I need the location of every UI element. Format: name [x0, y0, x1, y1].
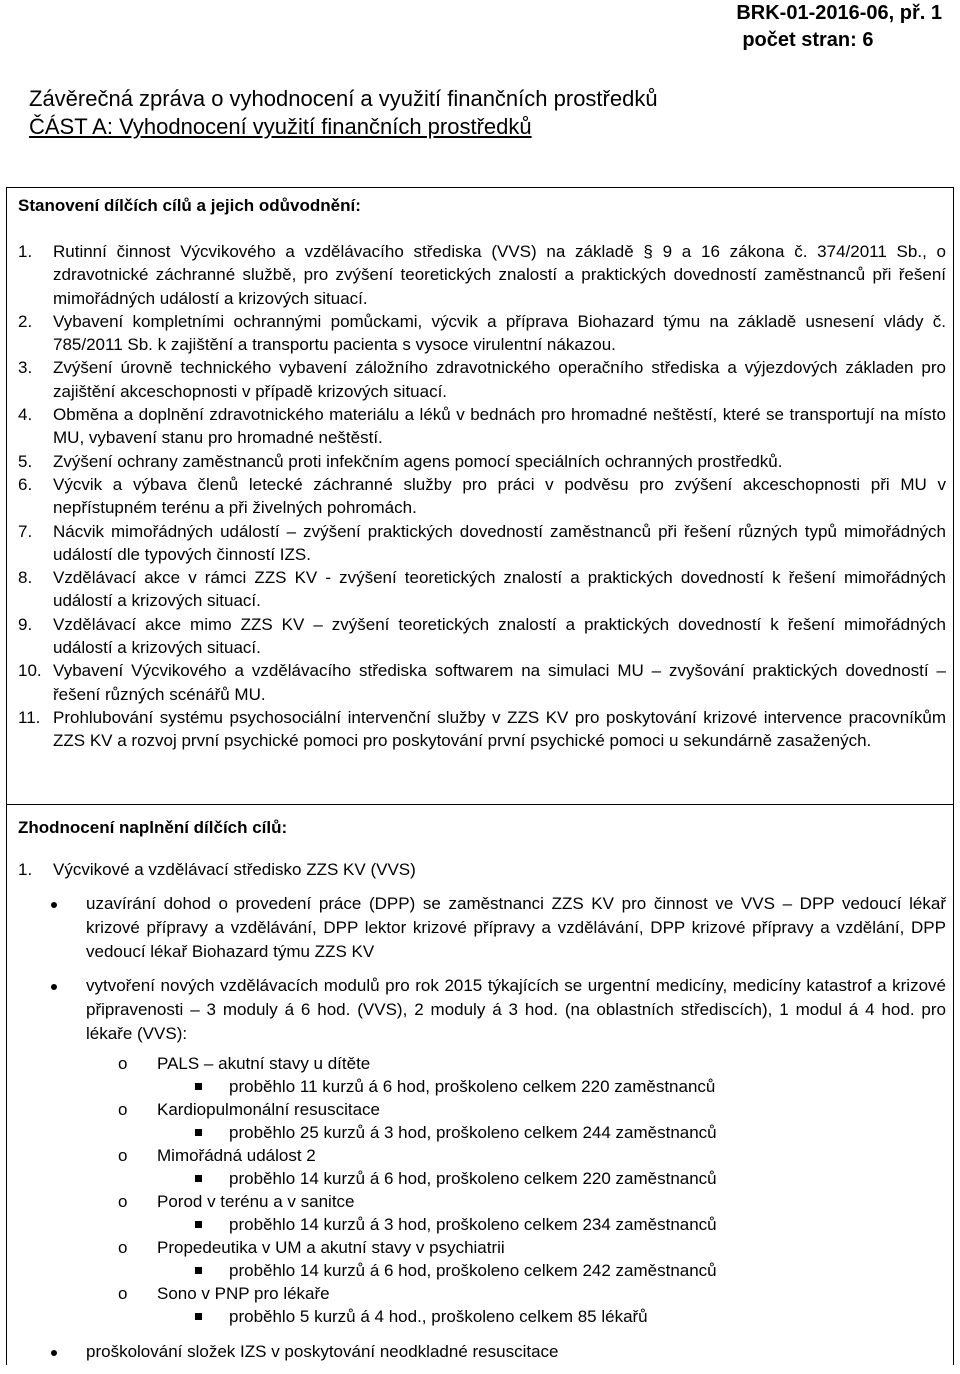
bullet-text: proškolování složek IZS v poskytování neodkladné resuscitace	[86, 1342, 559, 1361]
circle-bullet-icon: o	[118, 1192, 128, 1211]
goal-number: 10.	[18, 661, 42, 681]
course-name: Kardiopulmonální resuscitace	[157, 1100, 381, 1119]
square-bullet-icon	[192, 1075, 229, 1098]
evaluation-item	[18, 858, 946, 882]
goal-number: 9.	[18, 614, 33, 634]
page-count: počet stran: 6	[742, 29, 874, 51]
square-bullet-icon	[192, 1213, 229, 1236]
goal-number: 7.	[18, 521, 33, 541]
course-detail-text: proběhlo 25 kurzů á 3 hod, proškoleno celkem 244 zaměstnanců	[229, 1123, 717, 1142]
evaluation-number: 1.	[18, 860, 33, 879]
goal-text: Prohlubování systému psychosociální intervenční služby v ZZS KV pro poskytování krizové intervence pracovníkům ZZS KV a rozvoj první psychické pomoci pro poskytování první psychické pomoci u sekundárně zasažených.	[53, 707, 946, 751]
circle-bullet-icon: o	[118, 1054, 128, 1073]
section-divider	[6, 804, 954, 805]
bullet-item	[18, 1340, 946, 1364]
course-name: Sono v PNP pro lékaře	[157, 1284, 330, 1303]
course-name: Mimořádná událost 2	[157, 1146, 316, 1165]
goal-item	[18, 520, 946, 567]
document-reference: BRK-01-2016-06, př. 1	[736, 2, 942, 24]
course-detail	[192, 1167, 946, 1190]
goal-number: 5.	[18, 451, 33, 471]
square-bullet-icon	[192, 1305, 229, 1328]
bullet-text: uzavírání dohod o provedení práce (DPP) se zaměstnanci ZZS KV pro činnost ve VVS – DPP vedoucí lékař krizové přípravy a vzdělávání, DPP lektor krizové přípravy a vzdělávání, DPP krizové přípravy a vzdělání, DPP vedoucí lékař Biohazard týmu ZZS KV	[86, 894, 946, 961]
section-heading-evaluation: Zhodnocení naplnění dílčích cílů:	[18, 818, 288, 837]
circle-bullet-icon: o	[118, 1238, 128, 1257]
course-name: PALS – akutní stavy u dítěte	[157, 1054, 371, 1073]
course-detail-text: proběhlo 11 kurzů á 6 hod, proškoleno celkem 220 zaměstnanců	[229, 1077, 716, 1096]
evaluation-section	[18, 858, 946, 1374]
course-name: Porod v terénu a v sanitce	[157, 1192, 355, 1211]
goal-item	[18, 240, 946, 310]
goal-number: 11.	[18, 707, 41, 727]
section-heading-goals: Stanovení dílčích cílů a jejich odůvodnění:	[18, 196, 361, 215]
goal-item	[18, 310, 946, 357]
goal-text: Zvýšení ochrany zaměstnanců proti infekčním agens pomocí speciálních ochranných prostředků.	[53, 451, 783, 471]
goal-number: 1.	[18, 242, 33, 261]
goal-number: 8.	[18, 568, 33, 588]
bullet-item	[18, 892, 946, 964]
course-list	[118, 1052, 946, 1328]
circle-bullet-icon: o	[118, 1100, 128, 1119]
goal-text: Vybavení Výcvikového a vzdělávacího střediska softwarem na simulaci MU – zvyšování praktických dovedností – řešení různých scénářů MU.	[53, 661, 946, 704]
course-item	[118, 1098, 946, 1121]
bullet-icon	[18, 1340, 86, 1364]
course-item	[118, 1144, 946, 1167]
course-detail	[192, 1305, 946, 1328]
goal-number: 6.	[18, 474, 33, 494]
goal-item	[18, 403, 946, 450]
course-item	[118, 1282, 946, 1305]
goal-item	[18, 473, 946, 520]
course-detail-text: proběhlo 5 kurzů á 4 hod., proškoleno celkem 85 lékařů	[229, 1307, 648, 1326]
course-detail	[192, 1075, 946, 1098]
course-detail-text: proběhlo 14 kurzů á 6 hod, proškoleno celkem 242 zaměstnanců	[229, 1261, 717, 1280]
course-detail	[192, 1259, 946, 1282]
bullet-icon	[18, 974, 86, 1046]
goal-item	[18, 706, 946, 753]
part-title: ČÁST A: Vyhodnocení využití finančních prostředků	[29, 114, 532, 139]
course-item	[118, 1190, 946, 1213]
course-name: Propedeutika v UM a akutní stavy v psychiatrii	[157, 1238, 505, 1257]
goal-item	[18, 450, 946, 473]
goal-text: Výcvik a výbava členů letecké záchranné služby pro práci v podvěsu pro zvýšení akceschopnosti při MU v nepřístupném terénu a při živelných pohromách.	[53, 474, 946, 518]
circle-bullet-icon: o	[118, 1284, 128, 1303]
goal-text: Nácvik mimořádných událostí – zvýšení praktických dovedností zaměstnanců při řešení různých typů mimořádných událostí dle typových činností IZS.	[53, 521, 946, 564]
course-item	[118, 1236, 946, 1259]
bullet-icon	[18, 892, 86, 964]
square-bullet-icon	[192, 1259, 229, 1282]
goal-text: Zvýšení úrovně technického vybavení záložního zdravotnického operačního střediska a výjezdových základen pro zajištění akceschopnosti v případě krizových situací.	[53, 358, 946, 401]
document-header	[736, 0, 942, 54]
goal-item	[18, 356, 946, 403]
square-bullet-icon	[192, 1167, 229, 1190]
goal-text: Vzdělávací akce v rámci ZZS KV - zvýšení teoretických znalostí a praktických dovedností k řešení mimořádných událostí a krizových situací.	[53, 568, 946, 611]
goal-item	[18, 566, 946, 613]
course-detail-text: proběhlo 14 kurzů á 3 hod, proškoleno celkem 234 zaměstnanců	[229, 1215, 717, 1234]
goal-text: Vzdělávací akce mimo ZZS KV – zvýšení teoretických znalostí a praktických dovedností k řešení mimořádných událostí a krizových situací.	[53, 614, 946, 658]
goal-number: 3.	[18, 358, 33, 378]
evaluation-title: Výcvikové a vzdělávací středisko ZZS KV (VVS)	[53, 860, 416, 879]
course-detail-text: proběhlo 14 kurzů á 6 hod, proškoleno celkem 220 zaměstnanců	[229, 1169, 717, 1188]
bullet-item	[18, 974, 946, 1046]
goal-number: 2.	[18, 311, 33, 331]
goal-number: 4.	[18, 405, 33, 425]
goal-item	[18, 659, 946, 706]
goal-text: Vybavení kompletními ochrannými pomůckami, výcvik a příprava Biohazard týmu na základě usnesení vlády č. 785/2011 Sb. k zajištění a transportu pacienta s vysoce virulentní nákazou.	[53, 311, 946, 355]
goal-text: Rutinní činnost Výcvikového a vzdělávacího střediska (VVS) na základě § 9 a 16 zákona č. 374/2011 Sb., o zdravotnické záchranné službě, pro zvýšení teoretických znalostí a praktických dovedností zaměstnanců při řešení mimořádných událostí a krizových situací.	[53, 242, 946, 308]
bullet-text: vytvoření nových vzdělávacích modulů pro rok 2015 týkajících se urgentní medicíny, medicíny katastrof a krizové připravenosti – 3 moduly á 6 hod. (VVS), 2 moduly á 3 hod. (na oblastních střediscích), 1 modul á 4 hod. pro lékaře (VVS):	[86, 976, 946, 1043]
goal-item	[18, 613, 946, 660]
course-detail	[192, 1213, 946, 1236]
square-bullet-icon	[192, 1121, 229, 1144]
course-item	[118, 1052, 946, 1075]
goal-text: Obměna a doplnění zdravotnického materiálu a léků v bednách pro hromadné neštěstí, které se transportují na místo MU, vybavení stanu pro hromadné neštěstí.	[53, 405, 946, 448]
circle-bullet-icon: o	[118, 1146, 128, 1165]
goals-list	[18, 240, 946, 753]
course-detail	[192, 1121, 946, 1144]
report-title: Závěrečná zpráva o vyhodnocení a využití finančních prostředků	[29, 86, 658, 111]
